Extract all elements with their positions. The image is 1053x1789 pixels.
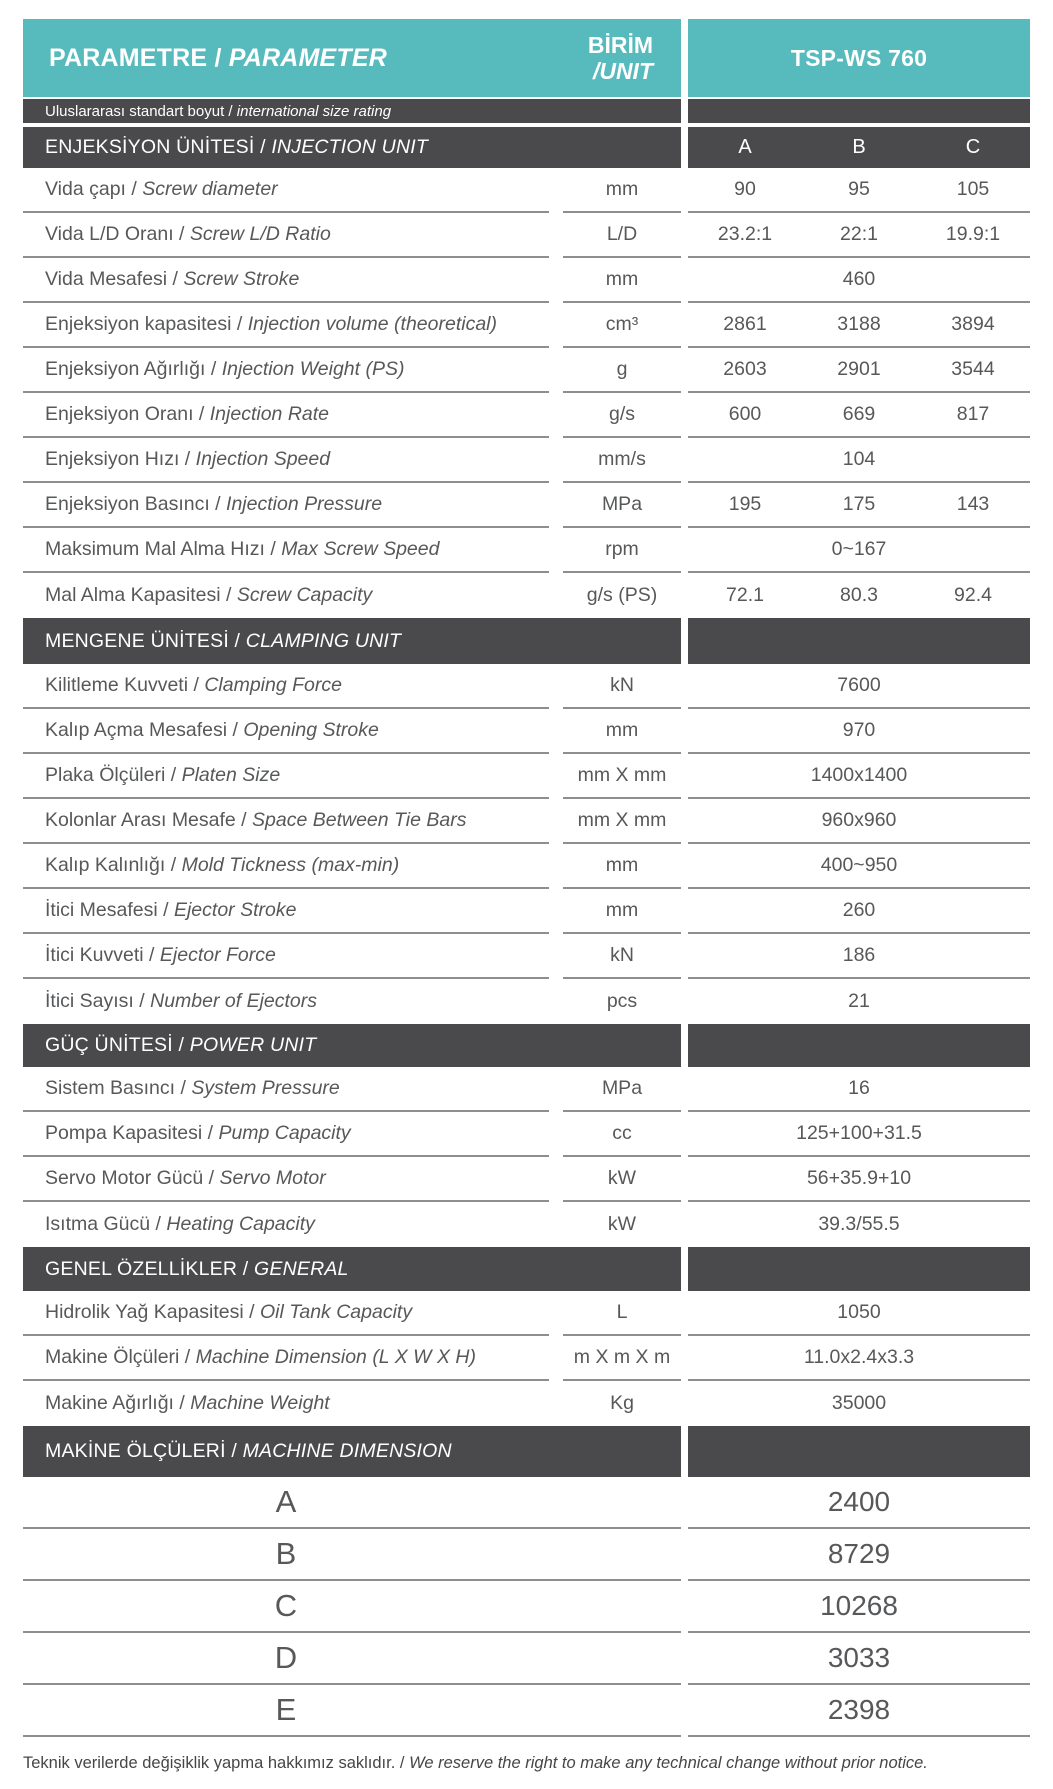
values-cell (688, 979, 1030, 1024)
parameter-name-tr: Enjeksiyon kapasitesi (45, 313, 232, 335)
spec-row (23, 754, 1030, 799)
separator: / (254, 136, 272, 158)
separator: / (133, 990, 151, 1012)
parameter-cell (23, 754, 549, 799)
parameter-name-en: Machine Weight (190, 1392, 330, 1414)
value-span: 39.3/55.5 (818, 1213, 900, 1235)
column-header-b: B (852, 136, 866, 158)
parameter-name-tr: Makine Ağırlığı (45, 1392, 174, 1414)
separator: / (179, 1346, 196, 1368)
unit-cell: kN (563, 664, 681, 709)
parameter-name-en: Injection Speed (195, 448, 331, 470)
unit-cell: kN (563, 934, 681, 979)
unit-cell: mm (563, 844, 681, 889)
dimension-letter: E (275, 1692, 297, 1727)
separator: / (150, 1213, 167, 1235)
value-span: 21 (848, 990, 870, 1012)
parameter-cell (23, 303, 549, 348)
spec-row (23, 1067, 1030, 1112)
section-title-en: CLAMPING UNIT (245, 629, 402, 652)
subtitle-bar (23, 99, 1030, 123)
value-span: 460 (842, 268, 876, 290)
spec-row (23, 438, 1030, 483)
section-bar-right (688, 127, 1030, 168)
spec-row (23, 979, 1030, 1024)
subtitle-bar-right (688, 99, 1030, 123)
value-c: 3894 (951, 313, 995, 335)
values-cell (688, 1291, 1030, 1336)
parameter-cell (23, 168, 549, 213)
section-title (23, 1426, 681, 1477)
values-cell (688, 573, 1030, 618)
value-a: 23.2:1 (717, 223, 773, 245)
parameter-cell (23, 844, 549, 889)
value-b: 80.3 (840, 584, 878, 606)
spec-row (23, 213, 1030, 258)
parameter-name-tr: Enjeksiyon Ağırlığı (45, 358, 206, 380)
parameter-cell (23, 1381, 549, 1426)
unit-cell: mm (563, 168, 681, 213)
footer-en: We reserve the right to make any technical change without prior notice. (409, 1754, 928, 1772)
footer-tr: Teknik verilerde değişiklik yapma hakkımız saklıdır. (23, 1754, 396, 1772)
separator: / (243, 1301, 260, 1323)
value-c: 19.9:1 (945, 223, 1001, 245)
parameter-name-tr: Kilitleme Kuvveti (45, 674, 189, 696)
values-cell (688, 438, 1030, 483)
spec-row (23, 168, 1030, 213)
spec-row (23, 1381, 1030, 1426)
separator: / (231, 313, 248, 335)
value-b: 669 (842, 403, 876, 425)
values-cell (688, 348, 1030, 393)
separator: / (224, 102, 237, 120)
dimension-value: 8729 (688, 1529, 1030, 1581)
dimension-letter: D (274, 1640, 298, 1675)
value-span: 125+100+31.5 (796, 1122, 922, 1144)
spec-row (23, 799, 1030, 844)
separator: / (264, 538, 282, 560)
dimension-row (23, 1477, 1030, 1529)
value-span: 7600 (837, 674, 881, 696)
section-title (23, 618, 681, 664)
spec-row (23, 303, 1030, 348)
separator: / (225, 1440, 243, 1462)
parameter-name-tr: Kolonlar Arası Mesafe (45, 809, 236, 831)
unit-cell: MPa (563, 1067, 681, 1112)
section-bar (23, 127, 1030, 168)
parameter-name-tr: İtici Kuvveti (45, 944, 144, 966)
dimension-label-cell (23, 1685, 681, 1737)
value-a: 72.1 (726, 584, 764, 606)
unit-cell: mm X mm (563, 754, 681, 799)
parameter-cell (23, 889, 549, 934)
separator: / (167, 268, 184, 290)
unit-cell: L/D (563, 213, 681, 258)
section-title-tr: GENEL ÖZELLİKLER (45, 1257, 238, 1280)
separator: / (203, 1167, 220, 1189)
parameter-header (49, 44, 387, 73)
values-cell (688, 934, 1030, 979)
subtitle-tr: Uluslararası standart boyut (45, 102, 225, 120)
column-header-c: C (965, 136, 981, 158)
parameter-name-en: Opening Stroke (243, 719, 379, 741)
parameter-name-tr: Vida çapı (45, 178, 126, 200)
unit-cell: Kg (610, 1392, 634, 1414)
values-cell (688, 168, 1030, 213)
parameter-cell (23, 528, 549, 573)
spec-row (23, 664, 1030, 709)
value-c: 143 (956, 493, 990, 515)
parameter-name-en: Injection Rate (209, 403, 330, 425)
model-name: TSP-WS 760 (688, 19, 1030, 97)
section-title (23, 1247, 681, 1291)
value-b: 22:1 (840, 223, 878, 245)
dimension-letter: B (275, 1536, 297, 1571)
section-title-tr: ENJEKSİYON ÜNİTESİ (45, 136, 255, 158)
separator: / (202, 1122, 219, 1144)
parameter-name-tr: Mal Alma Kapasitesi (45, 584, 221, 606)
spec-row (23, 1157, 1030, 1202)
dimension-row (23, 1529, 1030, 1581)
section-bar-right (688, 618, 1030, 664)
value-b: 95 (848, 178, 870, 200)
value-span: 400~950 (820, 854, 898, 876)
values-cell (688, 889, 1030, 934)
value-a: 2603 (723, 358, 767, 380)
dimension-label-cell (23, 1633, 681, 1685)
unit-cell: cm³ (563, 303, 681, 348)
parameter-name-en: System Pressure (191, 1077, 340, 1099)
unit-cell: mm (563, 709, 681, 754)
separator: / (209, 493, 227, 515)
spec-row (23, 528, 1030, 573)
separator: / (188, 674, 205, 696)
parameter-name-tr: Kalıp Kalınlığı (45, 854, 166, 876)
separator: / (205, 358, 222, 380)
parameter-name-en: Injection Weight (PS) (221, 358, 405, 380)
parameter-name-en: Screw Stroke (183, 268, 300, 290)
values-cell (688, 1112, 1030, 1157)
parameter-name-en: Servo Motor (219, 1167, 326, 1189)
section-title-en: INJECTION UNIT (271, 136, 428, 158)
separator: / (173, 1392, 191, 1414)
spec-row (23, 844, 1030, 889)
parameter-cell (23, 393, 549, 438)
parameter-cell (23, 1157, 549, 1202)
parameter-name-en: Space Between Tie Bars (252, 809, 467, 831)
section-title-en: MACHINE DIMENSION (242, 1440, 452, 1462)
parameter-name-en: Injection volume (theoretical) (247, 313, 497, 335)
unit-header-en: /UNIT (592, 58, 653, 84)
parameter-name-en: Platen Size (181, 764, 281, 786)
values-cell (688, 303, 1030, 348)
unit-cell: pcs (606, 990, 638, 1012)
values-cell (688, 483, 1030, 528)
unit-cell: mm X mm (563, 799, 681, 844)
value-a: 195 (728, 493, 762, 515)
parameter-name-tr: İtici Mesafesi (45, 899, 158, 921)
section-title-tr: MENGENE ÜNİTESİ (45, 629, 229, 652)
section-bar (23, 1024, 1030, 1067)
section-bar-right (688, 1024, 1030, 1067)
separator: / (207, 43, 229, 72)
dimension-label-cell (23, 1529, 681, 1581)
spec-row (23, 348, 1030, 393)
value-span: 260 (842, 899, 876, 921)
separator: / (227, 719, 244, 741)
value-a: 600 (728, 403, 762, 425)
separator: / (193, 403, 210, 425)
values-cell (688, 393, 1030, 438)
parameter-name-en: Machine Dimension (L X W X H) (195, 1346, 476, 1368)
separator: / (235, 809, 253, 831)
dimension-value: 2398 (688, 1685, 1030, 1737)
value-span: 16 (848, 1077, 870, 1099)
parameter-name-en: Pump Capacity (218, 1122, 351, 1144)
parameter-cell (23, 438, 549, 483)
parameter-cell (23, 1336, 549, 1381)
value-span: 56+35.9+10 (806, 1167, 912, 1189)
value-c: 817 (956, 403, 990, 425)
parameter-name-tr: Sistem Basıncı (45, 1077, 176, 1099)
section-title-en: GENERAL (254, 1257, 349, 1280)
section-bar (23, 1426, 1030, 1477)
parameter-cell (23, 1202, 549, 1247)
unit-cell: g (563, 348, 681, 393)
values-cell (688, 1381, 1030, 1426)
parameter-name-tr: Makine Ölçüleri (45, 1346, 180, 1368)
unit-header (588, 32, 653, 85)
values-cell (688, 258, 1030, 303)
spec-table (23, 19, 1030, 1773)
parameter-name-tr: Enjeksiyon Basıncı (45, 493, 210, 515)
parameter-name-en: Max Screw Speed (281, 538, 440, 560)
parameter-name-en: Ejector Stroke (173, 899, 297, 921)
parameter-cell (23, 348, 549, 393)
spec-row (23, 1291, 1030, 1336)
parameter-name-tr: Vida Mesafesi (45, 268, 168, 290)
separator: / (143, 944, 160, 966)
value-span: 1400x1400 (810, 764, 908, 786)
value-span: 970 (842, 719, 876, 741)
value-span: 960x960 (821, 809, 897, 831)
parameter-cell (23, 1067, 549, 1112)
parameter-name-tr: Plaka Ölçüleri (45, 764, 166, 786)
values-cell (688, 754, 1030, 799)
values-cell (688, 844, 1030, 889)
separator: / (125, 178, 143, 200)
parameter-cell (23, 664, 549, 709)
dimension-label-cell (23, 1581, 681, 1633)
unit-cell: g/s (PS) (586, 584, 658, 606)
values-cell (688, 1336, 1030, 1381)
values-cell (688, 799, 1030, 844)
parameter-name-tr: Hidrolik Yağ Kapasitesi (45, 1301, 244, 1323)
value-a: 2861 (723, 313, 767, 335)
value-a: 90 (734, 178, 756, 200)
unit-cell: MPa (563, 483, 681, 528)
parameter-name-tr: İtici Sayısı (45, 990, 134, 1012)
parameter-cell (23, 573, 549, 618)
dimension-letter: A (275, 1484, 297, 1519)
section-title-tr: GÜÇ ÜNİTESİ (45, 1034, 173, 1056)
section-bar-right (688, 1426, 1030, 1477)
spec-row (23, 1202, 1030, 1247)
values-cell (688, 664, 1030, 709)
value-b: 3188 (837, 313, 881, 335)
spec-row (23, 709, 1030, 754)
footer-note (23, 1754, 1030, 1773)
dimension-row (23, 1581, 1030, 1633)
separator: / (220, 584, 237, 606)
dimension-value: 10268 (688, 1581, 1030, 1633)
parameter-name-tr: Maksimum Mal Alma Hızı (45, 538, 265, 560)
column-header-a: A (738, 136, 752, 158)
value-b: 2901 (837, 358, 881, 380)
spec-row (23, 393, 1030, 438)
unit-cell: g/s (563, 393, 681, 438)
parameter-name-tr: Isıtma Gücü (45, 1213, 151, 1235)
parameter-header-en: PARAMETER (228, 43, 388, 72)
unit-cell: cc (563, 1112, 681, 1157)
parameter-cell (23, 1291, 549, 1336)
value-span: 11.0x2.4x3.3 (803, 1346, 915, 1368)
parameter-name-tr: Enjeksiyon Oranı (45, 403, 194, 425)
spec-row (23, 573, 1030, 618)
unit-cell: mm (563, 258, 681, 303)
values-cell (688, 213, 1030, 258)
parameter-cell (23, 258, 549, 303)
unit-cell: L (563, 1291, 681, 1336)
parameter-cell (23, 799, 549, 844)
unit-cell: kW (607, 1213, 637, 1235)
parameter-name-en: Screw diameter (142, 178, 278, 200)
spec-row (23, 258, 1030, 303)
spec-row (23, 934, 1030, 979)
parameter-name-en: Number of Ejectors (150, 990, 318, 1012)
value-span: 35000 (831, 1392, 887, 1414)
dimension-label-cell (23, 1477, 681, 1529)
parameter-name-tr: Servo Motor Gücü (45, 1167, 204, 1189)
dimension-row (23, 1633, 1030, 1685)
spec-row (23, 1112, 1030, 1157)
value-span: 1050 (837, 1301, 881, 1323)
value-span: 104 (842, 448, 876, 470)
parameter-header-tr: PARAMETRE (49, 43, 208, 72)
separator: / (228, 629, 246, 652)
value-span: 0~167 (831, 538, 887, 560)
spec-row (23, 483, 1030, 528)
spec-row (23, 1336, 1030, 1381)
parameter-name-tr: Vida L/D Oranı (45, 223, 174, 245)
dimension-value: 2400 (688, 1477, 1030, 1529)
unit-cell: mm (563, 889, 681, 934)
spec-row (23, 889, 1030, 934)
dimension-letter: C (274, 1588, 298, 1623)
section-title-en: POWER UNIT (189, 1034, 317, 1056)
parameter-name-en: Heating Capacity (166, 1213, 315, 1235)
values-cell (688, 528, 1030, 573)
separator: / (179, 448, 196, 470)
table-header (23, 19, 1030, 97)
section-bar (23, 1247, 1030, 1291)
parameter-name-tr: Enjeksiyon Hızı (45, 448, 180, 470)
parameter-name-tr: Kalıp Açma Mesafesi (45, 719, 228, 741)
parameter-name-en: Screw Capacity (236, 584, 373, 606)
unit-cell: m X m X m (563, 1336, 681, 1381)
section-title (23, 127, 681, 168)
section-bar (23, 618, 1030, 664)
separator: / (165, 764, 182, 786)
section-bar-right (688, 1247, 1030, 1291)
value-c: 3544 (951, 358, 995, 380)
subtitle-en: international size rating (236, 102, 392, 120)
parameter-name-en: Ejector Force (159, 944, 276, 966)
parameter-name-tr: Pompa Kapasitesi (45, 1122, 203, 1144)
separator: / (395, 1754, 410, 1772)
unit-header-tr: BİRİM (587, 31, 653, 58)
separator: / (175, 1077, 192, 1099)
parameter-cell (23, 483, 549, 528)
value-span: 186 (842, 944, 876, 966)
values-cell (688, 1067, 1030, 1112)
value-c: 105 (956, 178, 990, 200)
subtitle (23, 99, 681, 123)
parameter-name-en: Injection Pressure (226, 493, 383, 515)
separator: / (237, 1257, 254, 1280)
section-title-tr: MAKİNE ÖLÇÜLERİ (45, 1440, 226, 1462)
dimension-row (23, 1685, 1030, 1737)
separator: / (165, 854, 182, 876)
parameter-cell (23, 979, 549, 1024)
parameter-cell (23, 934, 549, 979)
values-cell (688, 1202, 1030, 1247)
parameter-name-en: Screw L/D Ratio (189, 223, 331, 245)
header-parameter-cell (23, 19, 681, 97)
section-title (23, 1024, 681, 1067)
unit-cell: rpm (563, 528, 681, 573)
parameter-cell (23, 1112, 549, 1157)
separator: / (173, 223, 190, 245)
unit-cell: mm/s (563, 438, 681, 483)
spec-body (23, 127, 1030, 1737)
parameter-name-en: Oil Tank Capacity (259, 1301, 413, 1323)
separator: / (157, 899, 174, 921)
parameter-cell (23, 213, 549, 258)
unit-cell: kW (563, 1157, 681, 1202)
separator: / (172, 1034, 190, 1056)
values-cell (688, 709, 1030, 754)
dimension-value: 3033 (688, 1633, 1030, 1685)
values-cell (688, 1157, 1030, 1202)
parameter-name-en: Mold Tickness (max-min) (181, 854, 400, 876)
value-b: 175 (842, 493, 876, 515)
parameter-cell (23, 709, 549, 754)
parameter-name-en: Clamping Force (204, 674, 342, 696)
value-c: 92.4 (954, 584, 992, 606)
